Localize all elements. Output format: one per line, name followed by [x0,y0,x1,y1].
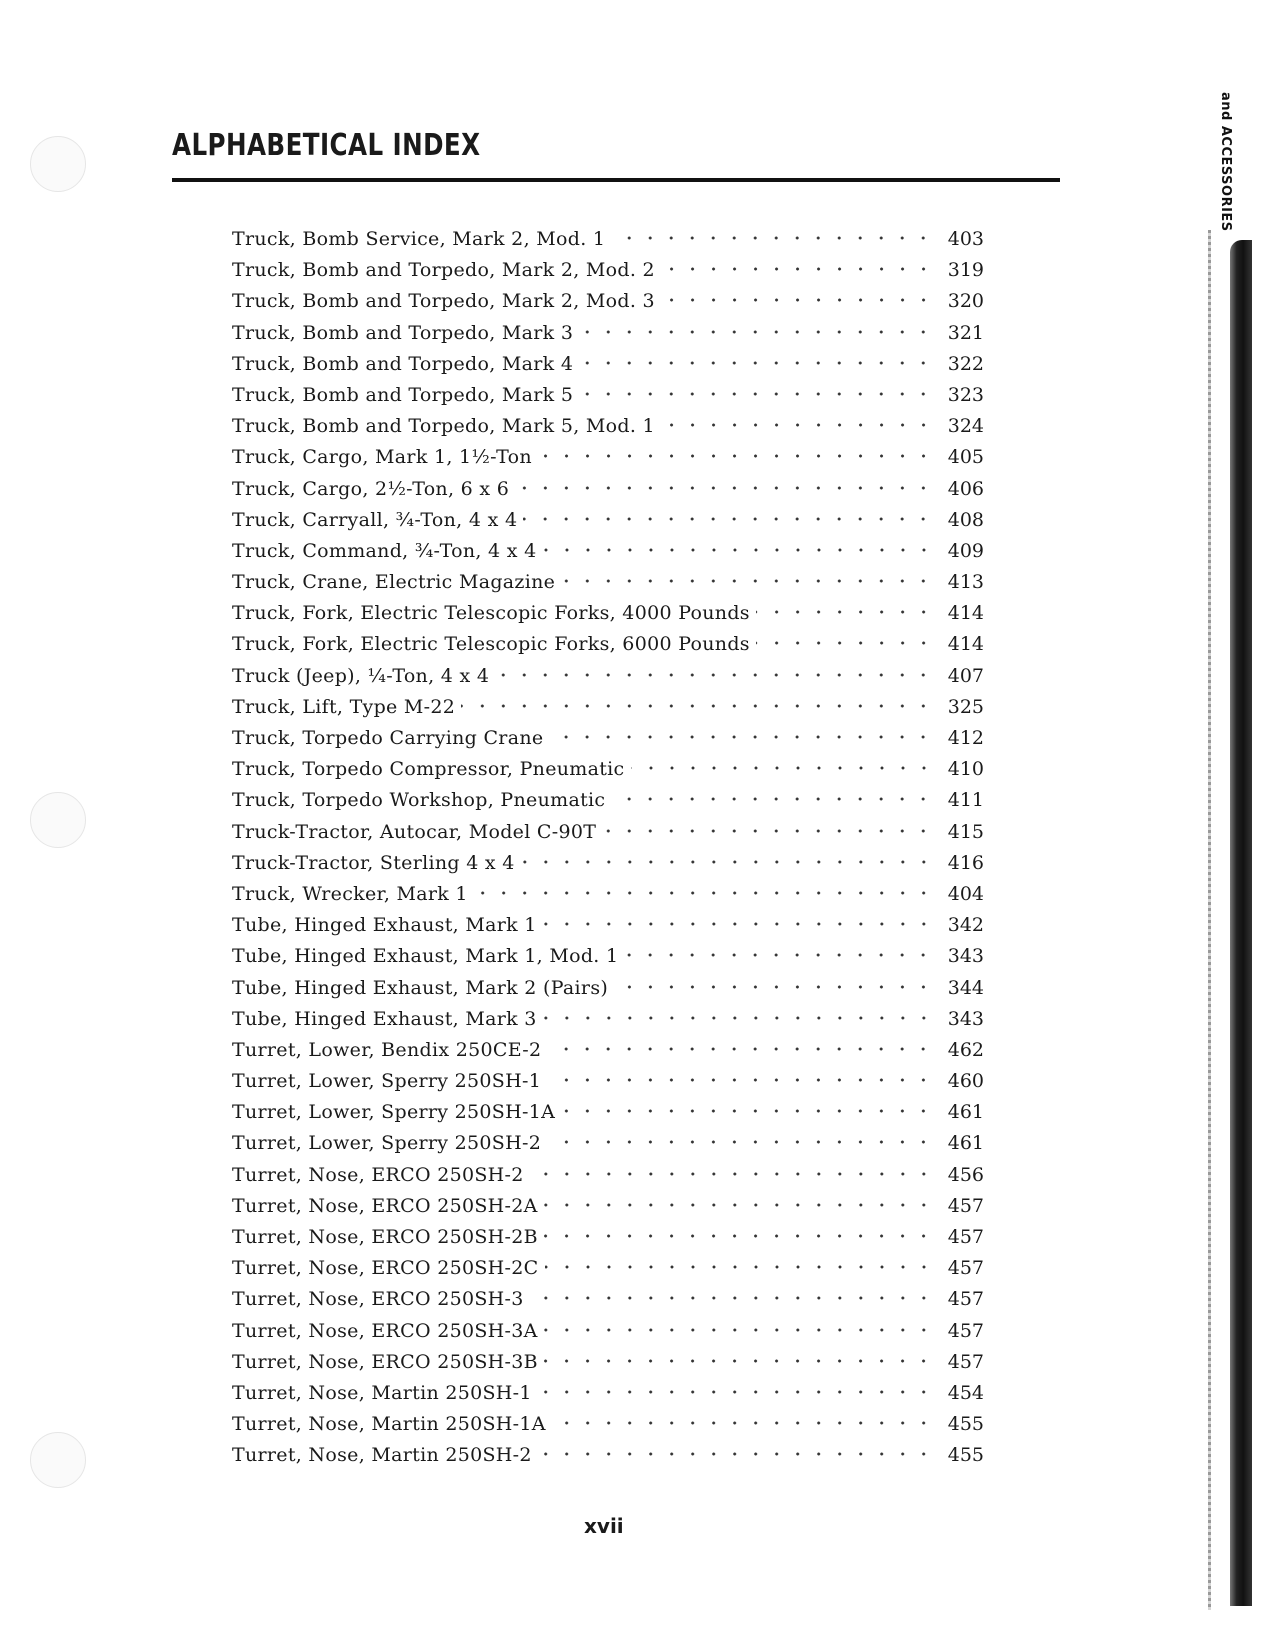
entry-page-number: 461 [947,1101,984,1124]
index-entry [232,1378,984,1409]
dot-leader [495,664,934,682]
entry-page-number: 456 [947,1163,984,1186]
index-entry [232,380,984,411]
index-entry [232,505,984,536]
entry-page-number: 462 [947,1038,984,1061]
entry-page-number: 413 [947,571,984,594]
dot-leader [561,570,934,588]
index-entry [232,1004,984,1035]
dot-leader [538,445,934,463]
index-entry [232,598,984,629]
index-entry [232,567,984,598]
dot-leader [756,601,934,619]
index-entry [232,723,984,754]
entry-page-number: 324 [947,415,984,438]
entry-page-number: 410 [947,758,984,781]
entry-label: Truck, Bomb and Torpedo, Mark 2, Mod. 3 [232,290,655,313]
entry-label: Truck (Jeep), ¼-Ton, 4 x 4 [232,664,490,687]
index-entry [232,1222,984,1253]
entry-label: Tube, Hinged Exhaust, Mark 3 [232,1007,537,1030]
entry-label: Truck, Fork, Electric Telescopic Forks, 6000 Pounds [232,633,750,656]
index-entry [232,817,984,848]
entry-label: Truck, Bomb and Torpedo, Mark 5, Mod. 1 [232,415,655,438]
entry-label: Turret, Nose, ERCO 250SH-3A [232,1319,538,1342]
entry-page-number: 319 [947,259,984,282]
dot-leader [552,1412,934,1430]
entry-page-number: 412 [947,727,984,749]
binder-hole-bottom [30,1432,86,1488]
entry-label: Turret, Nose, ERCO 250SH-2C [232,1257,539,1280]
entry-label: Truck, Cargo, 2½-Ton, 6 x 6 [232,477,510,500]
dot-leader [515,477,934,495]
dot-leader [530,1287,934,1305]
entry-page-number: 457 [947,1257,984,1280]
entry-label: Turret, Lower, Bendix 250CE-2 [232,1038,542,1061]
entry-label: Truck, Fork, Electric Telescopic Forks, 4000 Pounds [232,602,750,625]
dot-leader [543,1007,934,1025]
entry-page-number: 457 [947,1319,984,1342]
dot-leader [661,258,934,276]
entry-label: Truck, Bomb Service, Mark 2, Mod. 1 [232,228,606,250]
entry-label: Turret, Nose, ERCO 250SH-3 [232,1288,524,1311]
entry-page-number: 343 [947,1007,984,1030]
entry-page-number: 455 [947,1413,984,1436]
entry-label: Truck, Bomb and Torpedo, Mark 2, Mod. 2 [232,259,655,282]
index-entry [232,318,984,349]
entry-page-number: 460 [947,1070,984,1093]
dot-leader [547,1069,934,1087]
entry-label: Truck, Cargo, Mark 1, 1½-Ton [232,446,532,469]
tab-edge-divider [1208,230,1211,1610]
entry-page-number: 416 [947,851,984,874]
index-entry [232,754,984,785]
entry-label: Truck, Torpedo Compressor, Pneumatic [232,758,625,781]
dot-leader [611,788,934,806]
dot-leader [611,227,934,245]
entry-page-number: 323 [947,383,984,406]
entry-page-number: 457 [947,1288,984,1311]
entry-label: Truck-Tractor, Sterling 4 x 4 [232,851,515,874]
index-entry [232,1347,984,1378]
index-entry [232,1191,984,1222]
dot-leader [543,539,934,557]
entry-label: Tube, Hinged Exhaust, Mark 2 (Pairs) [232,976,609,999]
entry-page-number: 343 [947,945,984,968]
dot-leader [523,508,934,526]
entry-label: Truck, Command, ¾-Ton, 4 x 4 [232,539,537,562]
index-entry [232,1409,984,1440]
dot-leader [545,1256,935,1274]
entry-page-number: 325 [947,695,984,718]
dot-leader [544,1194,934,1212]
entry-label: Truck, Wrecker, Mark 1 [232,882,468,905]
index-entry [232,973,984,1004]
entry-label: Turret, Nose, ERCO 250SH-3B [232,1350,538,1373]
entry-page-number: 415 [947,820,984,843]
index-entry [232,661,984,692]
dot-leader [624,944,934,962]
entry-page-number: 414 [947,602,984,625]
dot-leader [521,851,934,869]
dot-leader [544,1225,934,1243]
dot-leader [538,1443,934,1461]
entry-page-number: 457 [947,1350,984,1373]
entry-page-number: 405 [947,446,984,469]
index-entry [232,879,984,910]
index-entry [232,536,984,567]
dot-leader [602,820,934,838]
entry-page-number: 457 [947,1226,984,1248]
index-entry [232,1316,984,1347]
entry-label: Truck, Carryall, ¾-Ton, 4 x 4 [232,508,518,531]
index-entry [232,1128,984,1159]
entry-page-number: 414 [947,633,984,656]
entry-label: Turret, Nose, ERCO 250SH-2 [232,1163,524,1186]
entry-label: Turret, Nose, Martin 250SH-2 [232,1444,532,1467]
entry-label: Truck, Crane, Electric Magazine [232,571,556,594]
entry-label: Tube, Hinged Exhaust, Mark 1 [232,914,537,937]
dot-leader [579,352,934,370]
dot-leader [579,383,934,401]
entry-label: Tube, Hinged Exhaust, Mark 1, Mod. 1 [232,945,619,968]
page-number: xvii [584,1514,624,1538]
binder-hole-top [30,136,86,192]
index-entry [232,1160,984,1191]
section-tab-bar [1230,240,1252,1606]
entry-page-number: 407 [947,664,984,687]
dot-leader [756,632,934,650]
entry-label: Turret, Nose, Martin 250SH-1 [232,1381,532,1404]
dot-leader [544,1350,934,1368]
dot-leader [547,1038,934,1056]
entry-label: Turret, Nose, ERCO 250SH-2A [232,1194,538,1217]
index-entry [232,442,984,473]
entry-page-number: 403 [947,228,984,250]
index-entry [232,1253,984,1284]
page-title: ALPHABETICAL INDEX [172,128,481,163]
entry-label: Turret, Lower, Sperry 250SH-1 [232,1070,542,1093]
dot-leader [543,913,934,931]
dot-leader [631,757,935,775]
index-entry [232,1284,984,1315]
entry-label: Truck, Torpedo Carrying Crane [232,727,544,749]
dot-leader [544,1319,934,1337]
index-entry [232,629,984,660]
entry-page-number: 457 [947,1194,984,1217]
index-entry [232,941,984,972]
entry-page-number: 409 [947,539,984,562]
index-entry [232,1035,984,1066]
dot-leader [661,289,934,307]
index-entry [232,349,984,380]
entry-page-number: 454 [947,1381,984,1404]
entry-page-number: 408 [947,508,984,531]
entry-page-number: 344 [947,976,984,999]
dot-leader [530,1163,934,1181]
entry-label: Truck, Bomb and Torpedo, Mark 3 [232,321,574,344]
entry-label: Turret, Nose, ERCO 250SH-2B [232,1226,538,1248]
dot-leader [661,414,934,432]
index-list [232,224,984,1472]
entry-page-number: 461 [947,1132,984,1155]
index-entry [232,692,984,723]
index-entry [232,1097,984,1128]
entry-label: Truck, Bomb and Torpedo, Mark 4 [232,352,574,375]
entry-page-number: 406 [947,477,984,500]
dot-leader [614,976,934,994]
index-entry [232,224,984,255]
section-tab-label: and ACCESSORIES [1218,92,1233,232]
index-entry [232,474,984,505]
index-entry [232,255,984,286]
entry-label: Truck-Tractor, Autocar, Model C-90T [232,820,597,843]
entry-page-number: 455 [947,1444,984,1467]
title-rule [172,178,1060,182]
dot-leader [549,726,934,744]
index-entry [232,848,984,879]
dot-leader [461,695,934,713]
entry-label: Truck, Lift, Type M-22 [232,695,456,718]
entry-page-number: 404 [947,882,984,905]
entry-label: Turret, Lower, Sperry 250SH-1A [232,1101,556,1124]
index-entry [232,910,984,941]
dot-leader [474,882,934,900]
index-entry [232,286,984,317]
dot-leader [547,1131,934,1149]
entry-label: Turret, Nose, Martin 250SH-1A [232,1413,546,1436]
entry-label: Truck, Bomb and Torpedo, Mark 5 [232,383,574,406]
index-entry [232,411,984,442]
entry-page-number: 342 [947,914,984,937]
index-entry [232,1440,984,1471]
entry-page-number: 321 [947,321,984,344]
entry-page-number: 322 [947,352,984,375]
entry-page-number: 320 [947,290,984,313]
dot-leader [538,1381,934,1399]
entry-label: Turret, Lower, Sperry 250SH-2 [232,1132,542,1155]
dot-leader [561,1100,934,1118]
index-entry [232,1066,984,1097]
binder-hole-middle [30,792,86,848]
entry-label: Truck, Torpedo Workshop, Pneumatic [232,789,606,812]
dot-leader [579,321,934,339]
entry-page-number: 411 [947,789,984,812]
index-entry [232,785,984,816]
